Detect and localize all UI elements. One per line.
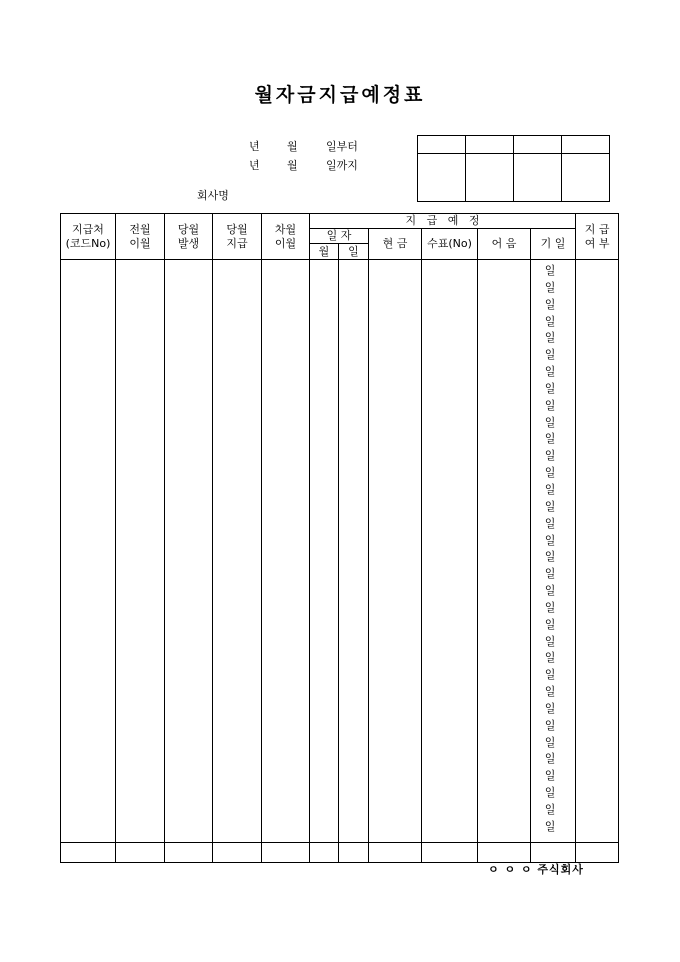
due-day-label: 일 bbox=[544, 735, 556, 749]
header-cash: 현 금 bbox=[369, 229, 422, 260]
due-day-label: 일 bbox=[544, 819, 556, 833]
total-cell[interactable] bbox=[116, 843, 165, 863]
current-pay-cell[interactable] bbox=[213, 260, 262, 843]
due-day-label: 일 bbox=[544, 567, 556, 581]
header-month: 월 bbox=[310, 244, 339, 260]
period-to-month: 월 bbox=[287, 159, 298, 172]
due-date-cell[interactable] bbox=[531, 260, 576, 843]
due-day-label: 일 bbox=[544, 752, 556, 766]
current-occur-cell[interactable] bbox=[165, 260, 213, 843]
total-cell[interactable] bbox=[213, 843, 262, 863]
cash-cell[interactable] bbox=[369, 260, 422, 843]
header-paid-status: 지 급 여 부 bbox=[576, 214, 619, 260]
due-day-label: 일 bbox=[544, 786, 556, 800]
header-prev-carry: 전월 이월 bbox=[116, 214, 165, 260]
header-next-carry: 차월 이월 bbox=[262, 214, 310, 260]
header-payee: 지급처 (코드No) bbox=[61, 214, 116, 260]
due-day-label: 일 bbox=[544, 432, 556, 446]
due-day-label: 일 bbox=[544, 634, 556, 648]
approval-header-cell[interactable] bbox=[418, 136, 466, 154]
total-cell[interactable] bbox=[262, 843, 310, 863]
paid-status-cell[interactable] bbox=[576, 260, 619, 843]
due-day-label: 일 bbox=[544, 365, 556, 379]
day-cell[interactable] bbox=[339, 260, 369, 843]
header-schedule-group: 지 급 예 정 bbox=[310, 214, 576, 229]
due-day-label: 일 bbox=[544, 264, 556, 277]
approval-box bbox=[417, 135, 610, 202]
period-from-year: 년 bbox=[249, 140, 260, 153]
due-day-label: 일 bbox=[544, 398, 556, 412]
total-cell[interactable] bbox=[422, 843, 478, 863]
due-day-label: 일 bbox=[544, 550, 556, 564]
due-day-label: 일 bbox=[544, 668, 556, 682]
due-day-label: 일 bbox=[544, 482, 556, 496]
company-name-label: 회사명 bbox=[197, 189, 229, 202]
next-carry-cell[interactable] bbox=[262, 260, 310, 843]
header-date-group: 일 자 bbox=[310, 229, 369, 244]
due-day-label: 일 bbox=[544, 280, 556, 294]
approval-header-cell[interactable] bbox=[562, 136, 610, 154]
due-day-label: 일 bbox=[544, 499, 556, 513]
due-day-label: 일 bbox=[544, 600, 556, 614]
total-cell[interactable] bbox=[310, 843, 339, 863]
due-day-label: 일 bbox=[544, 348, 556, 362]
due-day-label: 일 bbox=[544, 415, 556, 429]
due-day-label: 일 bbox=[544, 331, 556, 345]
due-day-label: 일 bbox=[544, 769, 556, 783]
approval-header-cell[interactable] bbox=[514, 136, 562, 154]
due-day-label: 일 bbox=[544, 516, 556, 530]
check-cell[interactable] bbox=[422, 260, 478, 843]
approval-sign-cell[interactable] bbox=[562, 154, 610, 202]
due-day-label: 일 bbox=[544, 533, 556, 547]
approval-sign-cell[interactable] bbox=[466, 154, 514, 202]
header-current-occur: 당월 발생 bbox=[165, 214, 213, 260]
total-cell[interactable] bbox=[165, 843, 213, 863]
total-cell[interactable] bbox=[576, 843, 619, 863]
month-cell[interactable] bbox=[310, 260, 339, 843]
payment-schedule-table bbox=[60, 213, 619, 863]
prev-carry-cell[interactable] bbox=[116, 260, 165, 843]
total-cell[interactable] bbox=[478, 843, 531, 863]
approval-sign-cell[interactable] bbox=[514, 154, 562, 202]
approval-sign-cell[interactable] bbox=[418, 154, 466, 202]
due-day-label: 일 bbox=[544, 803, 556, 816]
total-cell[interactable] bbox=[369, 843, 422, 863]
header-current-pay: 당월 지급 bbox=[213, 214, 262, 260]
bill-cell[interactable] bbox=[478, 260, 531, 843]
due-day-label: 일 bbox=[544, 449, 556, 463]
due-day-label: 일 bbox=[544, 617, 556, 631]
due-day-label: 일 bbox=[544, 651, 556, 665]
due-day-label: 일 bbox=[544, 381, 556, 395]
company-footer: ㅇ ㅇ ㅇ 주식회사 bbox=[488, 863, 584, 876]
total-cell[interactable] bbox=[531, 843, 576, 863]
period-to-day: 일까지 bbox=[326, 159, 358, 172]
period-from-day: 일부터 bbox=[326, 140, 358, 153]
payee-cell[interactable] bbox=[61, 260, 116, 843]
due-day-label: 일 bbox=[544, 718, 556, 732]
approval-header-cell[interactable] bbox=[466, 136, 514, 154]
due-day-label: 일 bbox=[544, 685, 556, 699]
period-from-month: 월 bbox=[287, 140, 298, 153]
header-due-date: 기 일 bbox=[531, 229, 576, 260]
due-day-label: 일 bbox=[544, 297, 556, 311]
page-title: 월자금지급예정표 bbox=[254, 84, 426, 106]
header-check: 수표(No) bbox=[422, 229, 478, 260]
due-day-label: 일 bbox=[544, 584, 556, 598]
header-day: 일 bbox=[339, 244, 369, 260]
header-bill: 어 음 bbox=[478, 229, 531, 260]
total-cell[interactable] bbox=[339, 843, 369, 863]
due-day-label: 일 bbox=[544, 701, 556, 715]
period-to-year: 년 bbox=[249, 159, 260, 172]
total-cell[interactable] bbox=[61, 843, 116, 863]
due-day-label: 일 bbox=[544, 314, 556, 328]
due-day-label: 일 bbox=[544, 466, 556, 480]
